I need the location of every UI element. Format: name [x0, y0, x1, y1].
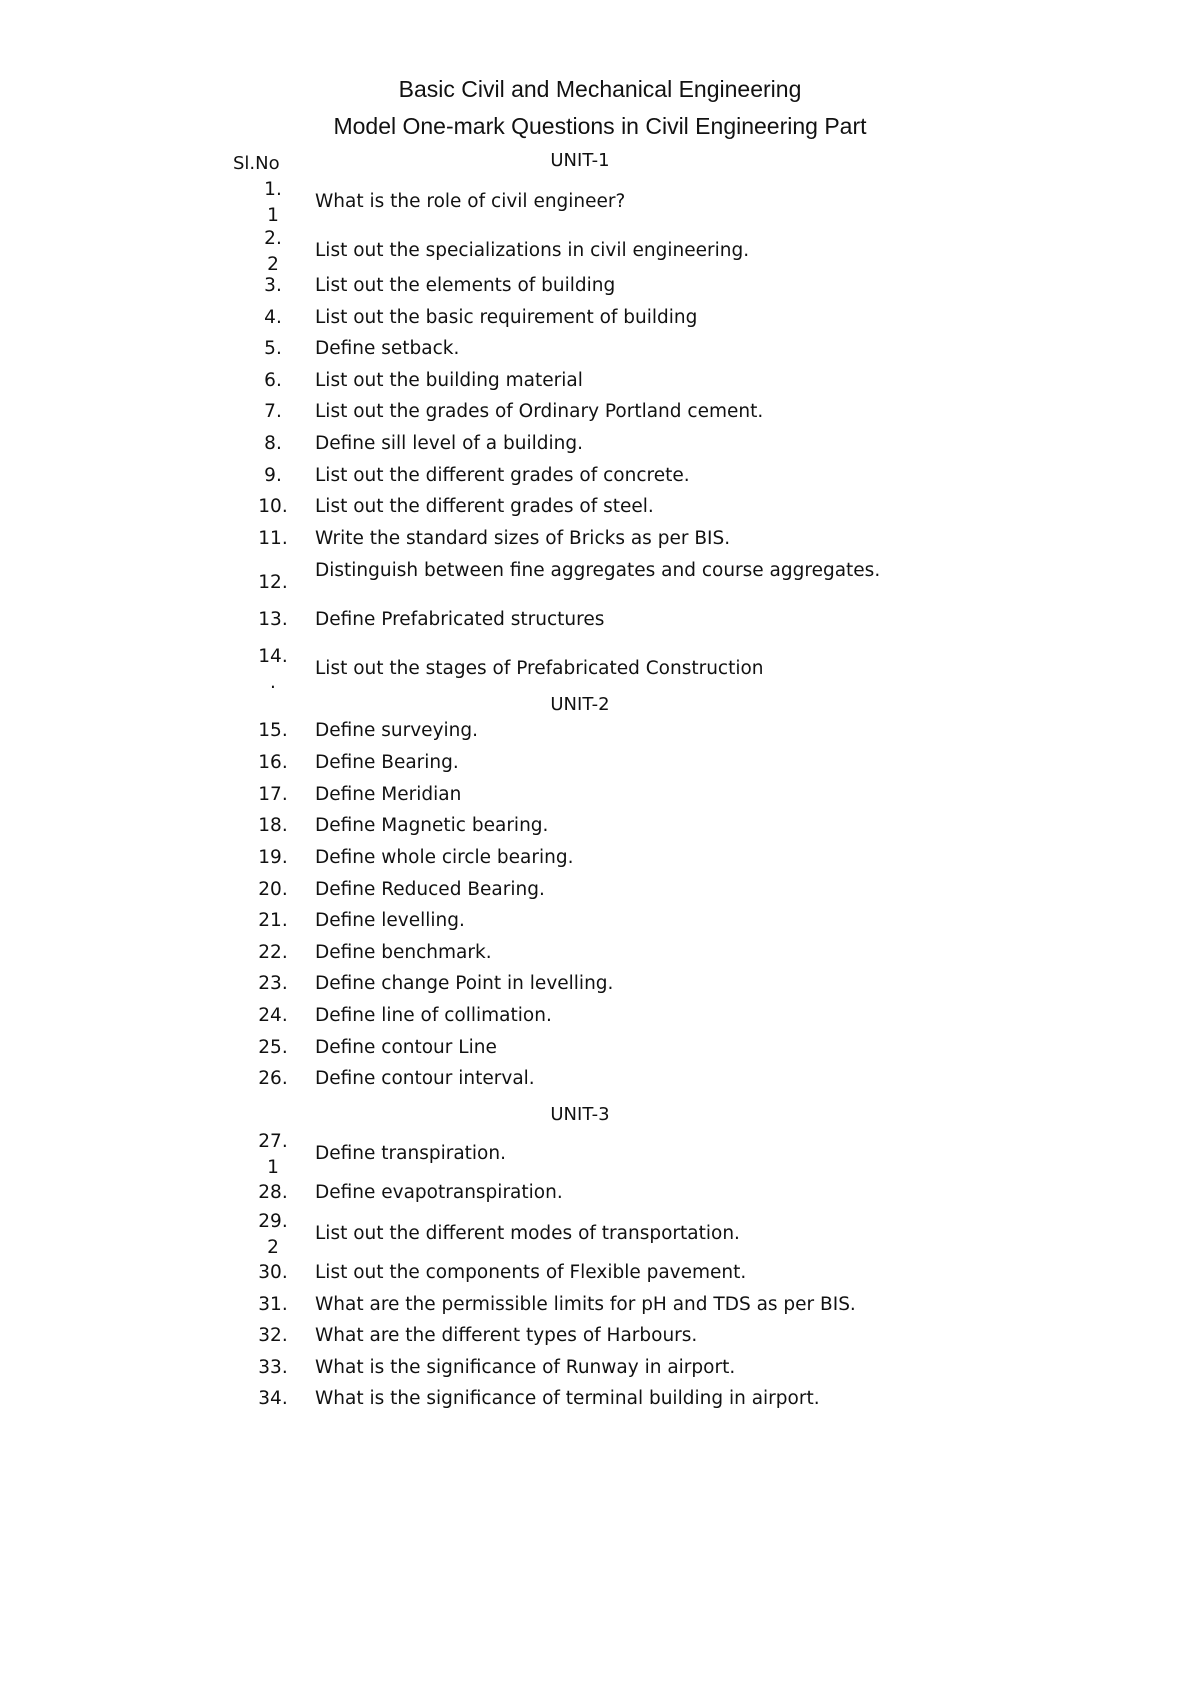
question-text: Define Prefabricated structures — [315, 609, 605, 630]
question-number: 5. — [264, 338, 282, 359]
question-text: Define whole circle bearing. — [315, 847, 574, 868]
question-text: Define contour interval. — [315, 1068, 535, 1089]
question-number: 21. — [258, 910, 288, 931]
question-number: 3. — [264, 275, 282, 296]
unit-heading: UNIT-1 — [550, 150, 610, 171]
question-text: What is the role of civil engineer? — [315, 191, 626, 212]
question-number: 12. — [258, 572, 288, 593]
question-text: List out the different grades of concrete. — [315, 465, 690, 486]
question-number: 1. 1 — [250, 177, 296, 229]
question-number: 23. — [258, 973, 288, 994]
question-number: 19. — [258, 847, 288, 868]
question-number-sub: 1 — [267, 205, 279, 226]
question-number: 6. — [264, 370, 282, 391]
question-text: List out the specializations in civil engineering. — [315, 240, 750, 261]
question-number: 34. — [258, 1388, 288, 1409]
question-text: What are the different types of Harbours. — [315, 1325, 698, 1346]
question-text: Define change Point in levelling. — [315, 973, 614, 994]
question-number: 15. — [258, 720, 288, 741]
question-number: 28. — [258, 1182, 288, 1203]
question-number: 32. — [258, 1325, 288, 1346]
question-text: Define transpiration. — [315, 1143, 506, 1164]
question-number: 4. — [264, 307, 282, 328]
question-text: Define Bearing. — [315, 752, 459, 773]
question-text: List out the stages of Prefabricated Construction — [315, 658, 764, 679]
question-number: 30. — [258, 1262, 288, 1283]
question-number: 8. — [264, 433, 282, 454]
question-text: List out the basic requirement of building — [315, 307, 698, 328]
question-number-sub: . — [270, 672, 276, 693]
question-text: Define line of collimation. — [315, 1005, 552, 1026]
unit-heading: UNIT-3 — [550, 1104, 610, 1125]
question-text: Define evapotranspiration. — [315, 1182, 563, 1203]
question-number: 17. — [258, 784, 288, 805]
question-text: Define setback. — [315, 338, 460, 359]
question-text: Define Reduced Bearing. — [315, 879, 545, 900]
question-number: 29. 2 — [250, 1209, 296, 1261]
question-number: 26. — [258, 1068, 288, 1089]
question-text: List out the building material — [315, 370, 583, 391]
question-number: 33. — [258, 1357, 288, 1378]
question-number: 20. — [258, 879, 288, 900]
question-text: Define Magnetic bearing. — [315, 815, 549, 836]
document-subtitle: Model One-mark Questions in Civil Engineering Part — [333, 113, 867, 139]
question-number: 10. — [258, 496, 288, 517]
question-number: 24. — [258, 1005, 288, 1026]
question-text: What is the significance of Runway in airport. — [315, 1357, 736, 1378]
question-number: 9. — [264, 465, 282, 486]
question-number-sub: 1 — [267, 1157, 279, 1178]
question-text: Define Meridian — [315, 784, 462, 805]
question-number: 7. — [264, 401, 282, 422]
question-number: 11. — [258, 528, 288, 549]
question-number: 13. — [258, 609, 288, 630]
slno-column-header: Sl.No — [233, 153, 280, 174]
question-text: What are the permissible limits for pH and TDS as per BIS. — [315, 1294, 856, 1315]
question-text: Distinguish between fine aggregates and course aggregates. — [315, 560, 881, 581]
question-number: 2. 2 — [250, 226, 296, 278]
question-text: What is the significance of terminal building in airport. — [315, 1388, 820, 1409]
question-number-sub: 2 — [267, 1237, 279, 1258]
question-number-sub: 2 — [267, 254, 279, 275]
document-title: Basic Civil and Mechanical Engineering — [398, 76, 802, 102]
question-number: 18. — [258, 815, 288, 836]
question-number: 25. — [258, 1037, 288, 1058]
question-text: Define surveying. — [315, 720, 479, 741]
question-text: Define levelling. — [315, 910, 465, 931]
question-number: 31. — [258, 1294, 288, 1315]
question-text: List out the different modes of transportation. — [315, 1223, 740, 1244]
question-text: Write the standard sizes of Bricks as per BIS. — [315, 528, 731, 549]
question-text: List out the grades of Ordinary Portland cement. — [315, 401, 764, 422]
question-number: 16. — [258, 752, 288, 773]
unit-heading: UNIT-2 — [550, 694, 610, 715]
question-text: Define benchmark. — [315, 942, 492, 963]
question-number: 27. 1 — [250, 1129, 296, 1181]
question-text: List out the elements of building — [315, 275, 616, 296]
question-number: 14. . — [250, 644, 296, 696]
question-text: Define sill level of a building. — [315, 433, 583, 454]
question-number: 22. — [258, 942, 288, 963]
question-text: List out the components of Flexible pavement. — [315, 1262, 747, 1283]
question-text: List out the different grades of steel. — [315, 496, 654, 517]
question-text: Define contour Line — [315, 1037, 497, 1058]
